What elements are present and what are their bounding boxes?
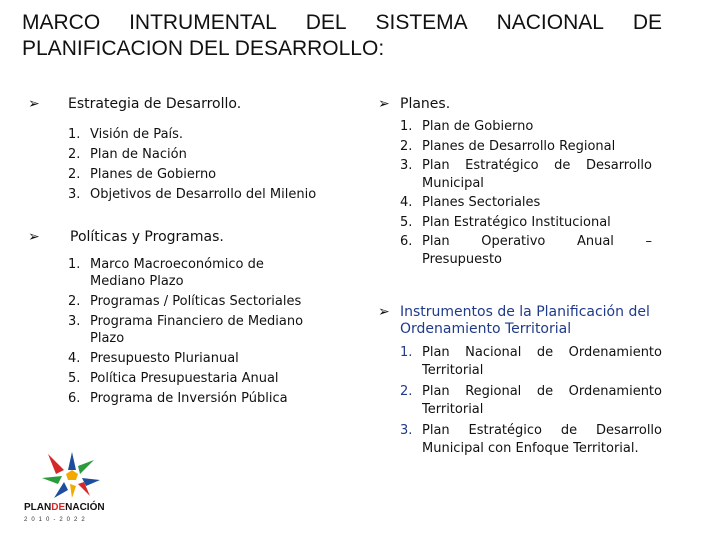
policies-list xyxy=(68,256,318,407)
section-heading: ➢ Políticas y Programas. xyxy=(28,229,224,245)
list-item: 2. Plan Regional de Ordenamiento Territorial xyxy=(400,384,662,417)
left-section-policies xyxy=(28,229,348,410)
right-section-plans xyxy=(378,96,668,269)
list-item: 4. Presupuesto Plurianual xyxy=(68,351,239,366)
logo-wordmark: PLANDENACIÓN xyxy=(24,502,105,513)
list-item: 4. Planes Sectoriales xyxy=(400,195,541,210)
list-item: 1. Plan de Gobierno xyxy=(400,119,534,134)
logo-years: 2010-2022 xyxy=(24,517,89,523)
arrow-bullet-icon: ➢ xyxy=(28,96,40,112)
title-line-2: PLANIFICACION DEL DESARROLLO: xyxy=(22,37,385,60)
section-heading: ➢ Estrategia de Desarrollo. xyxy=(28,96,242,112)
list-item: 5. Plan Estratégico Institucional xyxy=(400,215,611,230)
title-line-1 xyxy=(22,10,662,36)
strategy-list xyxy=(68,125,348,205)
left-section-strategy xyxy=(28,96,348,205)
list-item: 6. Plan Operativo Anual – Presupuesto xyxy=(400,234,652,267)
title-word: SISTEMA xyxy=(375,11,468,34)
title-word: DEL xyxy=(305,11,347,34)
list-item: 1. Plan Nacional de Ordenamiento Territorial xyxy=(400,345,662,378)
star-logo-icon xyxy=(42,452,102,500)
list-item: 1. Visión de País. xyxy=(68,127,184,142)
list-item: 2. Planes de Gobierno xyxy=(68,167,217,182)
list-item: 1. Marco Macroeconómico de Mediano Plazo xyxy=(68,257,264,289)
list-item: 6. Programa de Inversión Pública xyxy=(68,391,288,406)
list-item: 3. Objetivos de Desarrollo del Milenio xyxy=(68,187,317,202)
title-word: MARCO xyxy=(22,11,101,34)
list-item: 3. Plan Estratégico de Desarrollo Municipal con Enfoque Territorial. xyxy=(400,423,662,456)
list-item: 3. Plan Estratégico de Desarrollo Municipal xyxy=(400,158,652,191)
title-word: NACIONAL xyxy=(496,11,604,34)
arrow-bullet-icon: ➢ xyxy=(378,96,390,112)
right-section-instruments xyxy=(378,304,668,458)
plan-de-nacion-logo xyxy=(24,452,124,528)
section-heading: ➢ Planes. xyxy=(378,96,451,112)
list-item: 2. Programas / Políticas Sectoriales xyxy=(68,294,302,309)
list-item: 3. Programa Financiero de Mediano Plazo xyxy=(68,314,304,346)
instruments-list xyxy=(400,344,662,458)
page-title xyxy=(22,10,662,62)
list-item: 2. Plan de Nación xyxy=(68,147,187,162)
arrow-bullet-icon: ➢ xyxy=(28,229,40,245)
arrow-bullet-icon: ➢ xyxy=(378,304,390,320)
title-word: DE xyxy=(632,11,662,34)
title-word: INTRUMENTAL xyxy=(129,11,277,34)
plans-list xyxy=(400,117,652,269)
list-item: 5. Política Presupuestaria Anual xyxy=(68,371,279,386)
section-heading: ➢ Instrumentos de la Planificación del Ordenamiento Territorial xyxy=(378,304,650,337)
list-item: 2. Planes de Desarrollo Regional xyxy=(400,139,616,154)
